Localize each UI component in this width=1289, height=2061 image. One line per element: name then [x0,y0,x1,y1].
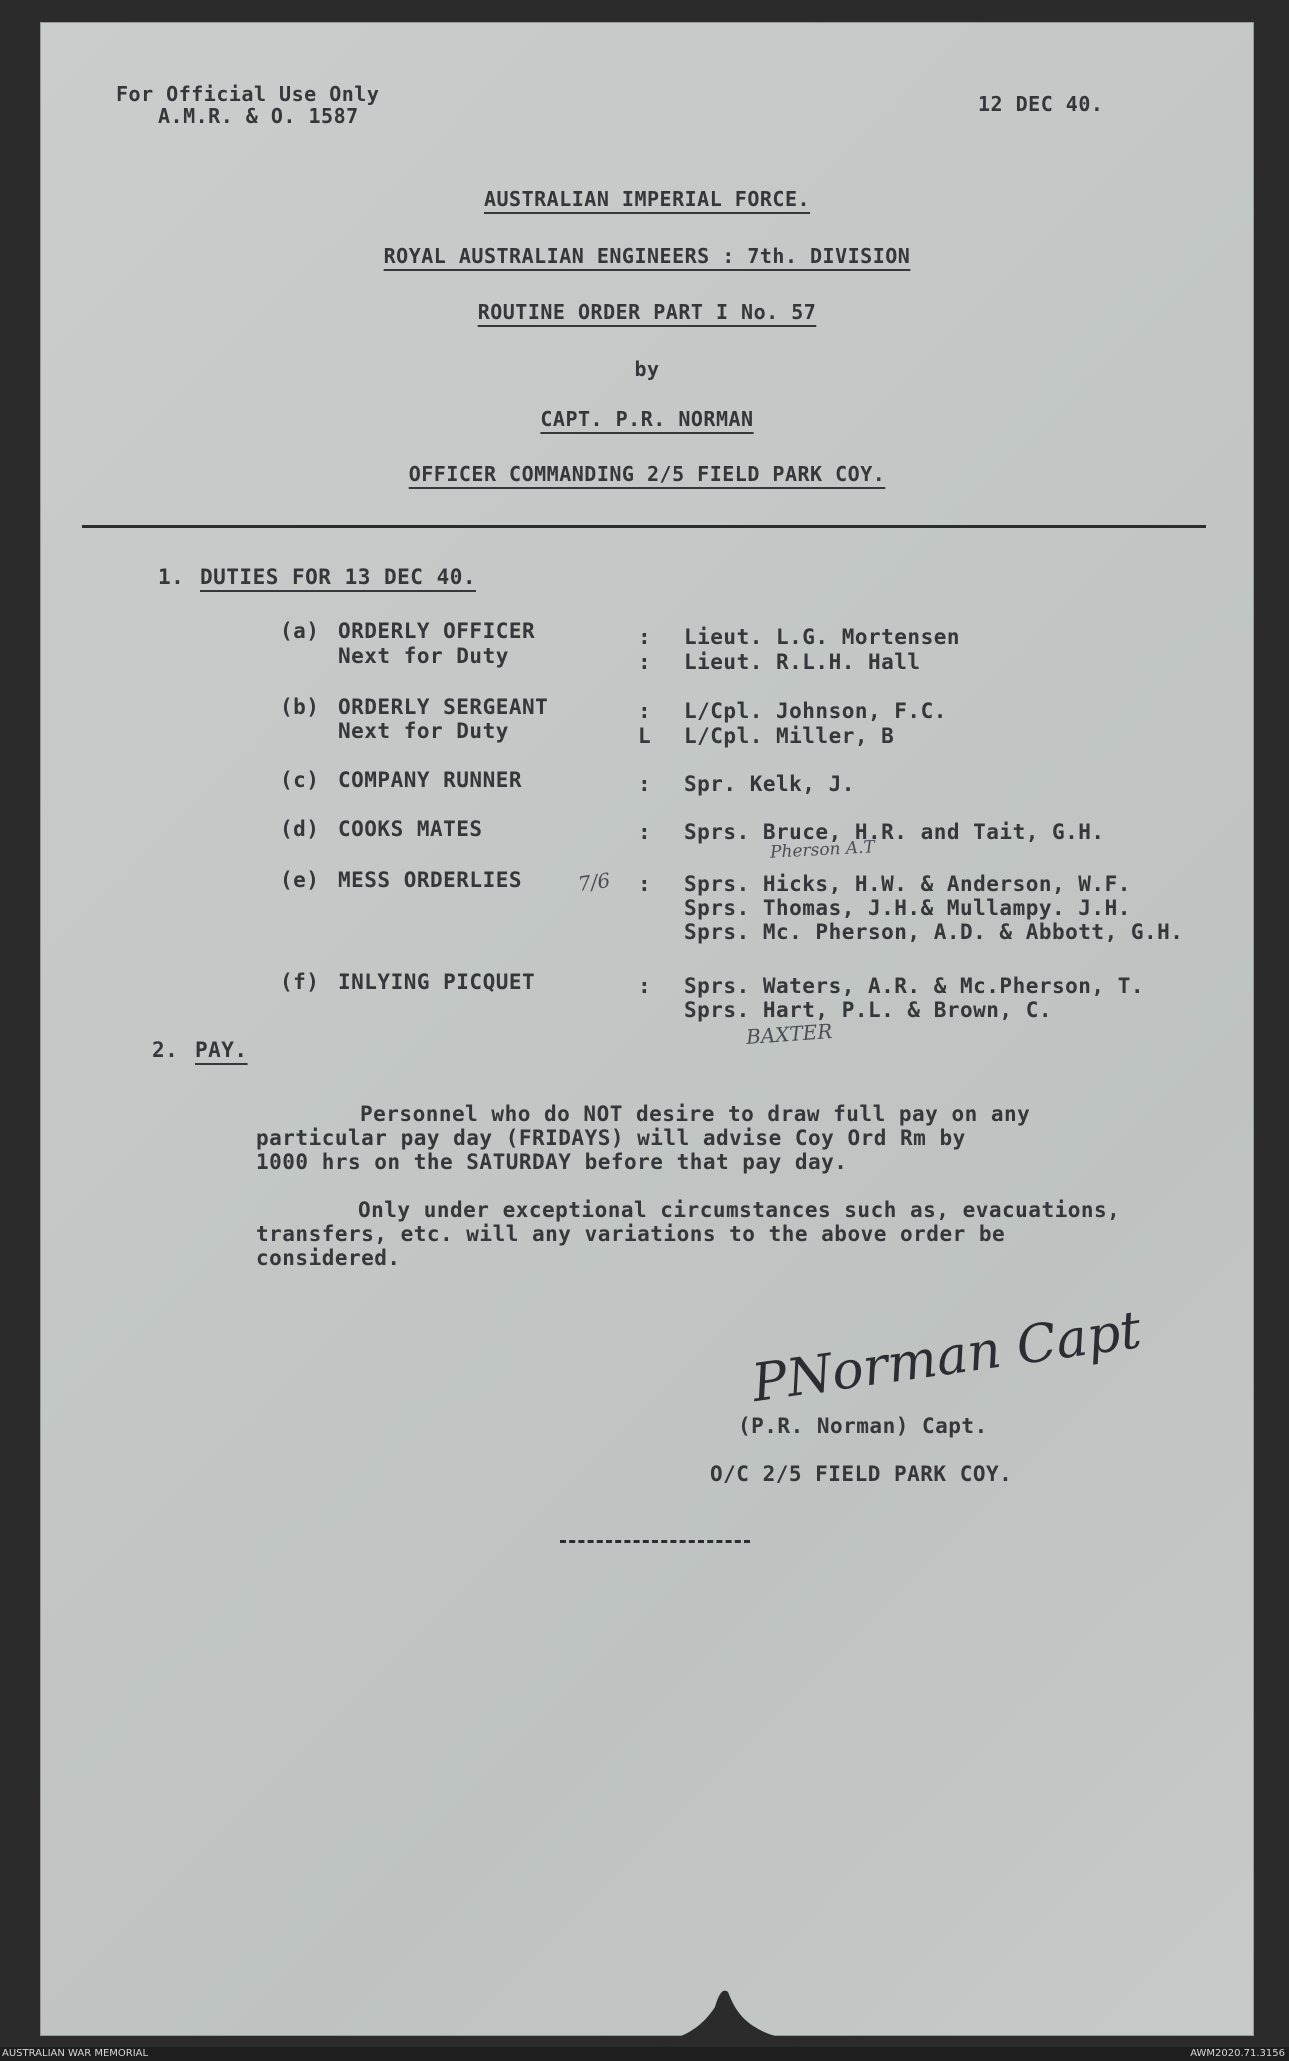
footer-left-label: AUSTRALIAN WAR MEMORIAL [2,2048,149,2059]
duty-d-name: Sprs. Bruce, H.R. and Tait, G.H. [684,820,1105,844]
closing-divider [560,1540,750,1543]
duty-e-key: (e) [280,868,320,892]
paper-tear [660,1982,810,2042]
title-commander: CAPT. P.R. NORMAN [540,407,754,431]
duty-c-name: Spr. Kelk, J. [684,772,855,796]
pay-para1-line1: Personnel who do NOT desire to draw full pay on any [360,1102,1031,1126]
duty-a-key: (a) [280,619,320,643]
pay-para2-line1: Only under exceptional circumstances such as, evacuations, [358,1198,1121,1222]
signatory-position: O/C 2/5 FIELD PARK COY. [710,1462,1013,1486]
title-rae: ROYAL AUSTRALIAN ENGINEERS : 7th. DIVISION [383,244,911,268]
section1-number: 1. [158,565,185,589]
section2-heading: PAY. [195,1038,248,1062]
duty-c-key: (c) [280,768,320,792]
duty-a-name2: Lieut. R.L.H. Hall [684,650,921,674]
duty-b-next: Next for Duty [338,719,509,743]
reference-number: A.M.R. & O. 1587 [158,104,359,128]
title-aif: AUSTRALIAN IMPERIAL FORCE. [483,187,811,211]
duty-a-role: ORDERLY OFFICER [338,619,536,643]
pay-para2-line2: transfers, etc. will any variations to the above order be [256,1222,1006,1246]
duty-d-role: COOKS MATES [338,817,483,841]
official-use-label: For Official Use Only [116,82,380,106]
pay-para1-line2: particular pay day (FRIDAYS) will advise Coy Ord Rm by [256,1126,966,1150]
duty-a-sep: : [638,625,652,649]
document-page [40,22,1254,2036]
duty-f-role: INLYING PICQUET [338,970,536,994]
duty-e-role: MESS ORDERLIES [338,868,523,892]
duty-f-name2: Sprs. Hart, P.L. & Brown, C. [684,998,1053,1022]
duty-c-role: COMPANY RUNNER [338,768,523,792]
handwritten-signature [740,1297,1145,1417]
duty-d-key: (d) [280,817,320,841]
section1-heading: DUTIES FOR 13 DEC 40. [200,565,477,589]
duty-b-sep2: L [638,724,652,748]
picquet-handwritten-correction: BAXTER [745,1019,834,1049]
header-divider [82,525,1206,528]
signature-text: PNorman Capt [748,1300,1145,1415]
pay-para2-line3: considered. [256,1246,401,1270]
duty-b-name: L/Cpl. Johnson, F.C. [684,699,947,723]
title-officer-commanding: OFFICER COMMANDING 2/5 FIELD PARK COY. [408,462,886,486]
duty-e-sep: : [638,872,652,896]
title-by: by [634,357,660,381]
cooks-handwritten-correction: Pherson A.T [769,837,876,863]
duty-e-name3: Sprs. Mc. Pherson, A.D. & Abbott, G.H. [684,920,1184,944]
duty-d-sep: : [638,820,652,844]
mess-margin-note: 7/6 [576,867,612,897]
footer-right-label: AWM2020.71.3156 [1190,2048,1285,2059]
duty-b-role: ORDERLY SERGEANT [338,695,549,719]
duty-f-sep: : [638,974,652,998]
title-routine-order: ROUTINE ORDER PART I No. 57 [477,300,817,324]
duty-c-sep: : [638,772,652,796]
duty-f-key: (f) [280,970,320,994]
duty-a-name: Lieut. L.G. Mortensen [684,625,961,649]
duty-b-key: (b) [280,695,320,719]
duty-a-next: Next for Duty [338,644,509,668]
duty-e-name2: Sprs. Thomas, J.H.& Mullampy. J.H. [684,896,1131,920]
duty-b-name2: L/Cpl. Miller, B [684,724,895,748]
section2-number: 2. [152,1038,179,1062]
signatory-name: (P.R. Norman) Capt. [738,1414,988,1438]
archive-footer [0,2047,1289,2061]
duty-b-sep: : [638,699,652,723]
duty-f-name: Sprs. Waters, A.R. & Mc.Pherson, T. [684,974,1145,998]
duty-a-sep2: : [638,650,652,674]
document-date: 12 DEC 40. [978,92,1104,116]
duty-e-name: Sprs. Hicks, H.W. & Anderson, W.F. [684,872,1131,896]
pay-para1-line3: 1000 hrs on the SATURDAY before that pay day. [256,1150,848,1174]
